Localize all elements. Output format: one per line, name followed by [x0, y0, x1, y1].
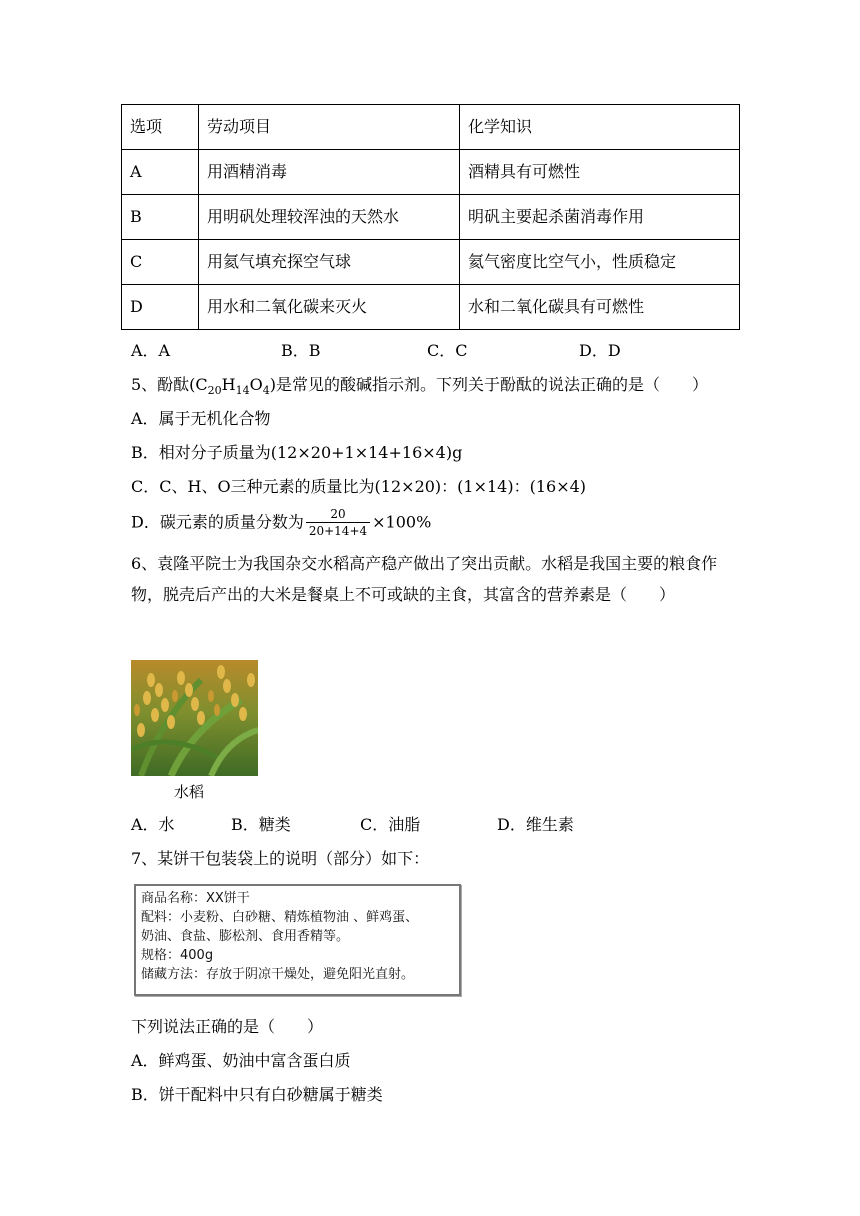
table-row [122, 240, 740, 285]
table-cell: D [122, 285, 199, 330]
q6-option-b: B．糖类 [231, 815, 291, 834]
q5-option-b: B．相对分子质量为(12×20+1×14+16×4)g [131, 443, 463, 462]
table-cell: 明矾主要起杀菌消毒作用 [460, 195, 740, 240]
table-cell: 水和二氧化碳具有可燃性 [460, 285, 740, 330]
formula-subscript: 20 [207, 384, 222, 398]
q4-option-b: B．B [281, 341, 321, 360]
q7-question: 下列说法正确的是（ ） [131, 1017, 324, 1036]
formula-subscript: 4 [262, 384, 270, 398]
table-cell: 用酒精消毒 [199, 150, 460, 195]
biscuit-package-label [134, 884, 461, 996]
table-cell: B [122, 195, 199, 240]
q7-stem: 7、某饼干包装袋上的说明（部分）如下： [131, 849, 430, 868]
formula-element: H [221, 375, 236, 394]
q6-stem: 6、袁隆平院士为我国杂交水稻高产稳产做出了突出贡献。水稻是我国主要的粮食作物，脱壳后产出的大米是餐桌上不可或缺的主食，其富含的营养素是（ ） [131, 554, 718, 604]
formula-subscript: 14 [235, 384, 250, 398]
q5-stem-text: )是常见的酸碱指示剂。下列关于酚酞的说法正确的是（ ） [269, 375, 708, 394]
table-cell: 用明矾处理较浑浊的天然水 [199, 195, 460, 240]
q4-options [131, 343, 621, 359]
rice-image-caption: 水稻 [174, 783, 205, 801]
q4-option-a: A．A [131, 341, 171, 360]
table-cell: 用水和二氧化碳来灭火 [199, 285, 460, 330]
q7-option-a: A．鲜鸡蛋、奶油中富含蛋白质 [131, 1051, 351, 1070]
table-cell: 氦气密度比空气小，性质稳定 [460, 240, 740, 285]
label-line: 规格：400g [141, 948, 214, 963]
q5-stem [131, 377, 708, 396]
label-line: 奶油、食盐、膨松剂、食用香精等。 [141, 929, 350, 944]
fraction-numerator: 20 [306, 508, 370, 523]
q6-option-d: D．维生素 [497, 815, 574, 834]
q5-stem-text: 5、酚酞(C [131, 375, 208, 394]
table-cell: C [122, 240, 199, 285]
q5-option-a: A．属于无机化合物 [131, 409, 271, 428]
table-row [122, 150, 740, 195]
q6-option-a: A．水 [131, 815, 175, 834]
table-header-cell: 化学知识 [460, 105, 740, 150]
table-header-row [122, 105, 740, 150]
fraction-denominator: 20+14+4 [308, 524, 368, 538]
label-line: 配料：小麦粉、白砂糖、精炼植物油 、鲜鸡蛋、 [141, 910, 419, 925]
q5-option-c: C．C、H、O三种元素的质量比为(12×20)：(1×14)：(16×4) [131, 477, 587, 496]
rice-plant-illustration [131, 660, 258, 776]
q5-option-d-text: D．碳元素的质量分数为 [131, 512, 304, 532]
table-cell: 用氦气填充探空气球 [199, 240, 460, 285]
q6-options [131, 817, 574, 833]
q5-option-d [131, 508, 431, 537]
table-cell: A [122, 150, 199, 195]
q4-option-c: C．C [427, 341, 468, 360]
table-header-cell: 选项 [122, 105, 199, 150]
question-4-table [121, 104, 740, 330]
table-cell: 酒精具有可燃性 [460, 150, 740, 195]
table-row [122, 285, 740, 330]
rice-plant-image [131, 660, 258, 776]
label-line: 商品名称：XX饼干 [141, 891, 250, 906]
table-row [122, 195, 740, 240]
fraction [306, 508, 370, 537]
q7-option-b: B．饼干配料中只有白砂糖属于糖类 [131, 1085, 383, 1104]
formula-element: O [249, 375, 263, 394]
q4-option-d: D．D [579, 341, 621, 360]
q5-option-d-suffix: ×100% [372, 512, 432, 532]
label-line: 储藏方法：存放于阴凉干燥处，避免阳光直射。 [141, 967, 415, 982]
q6-option-c: C．油脂 [360, 815, 421, 834]
table-header-cell: 劳动项目 [199, 105, 460, 150]
